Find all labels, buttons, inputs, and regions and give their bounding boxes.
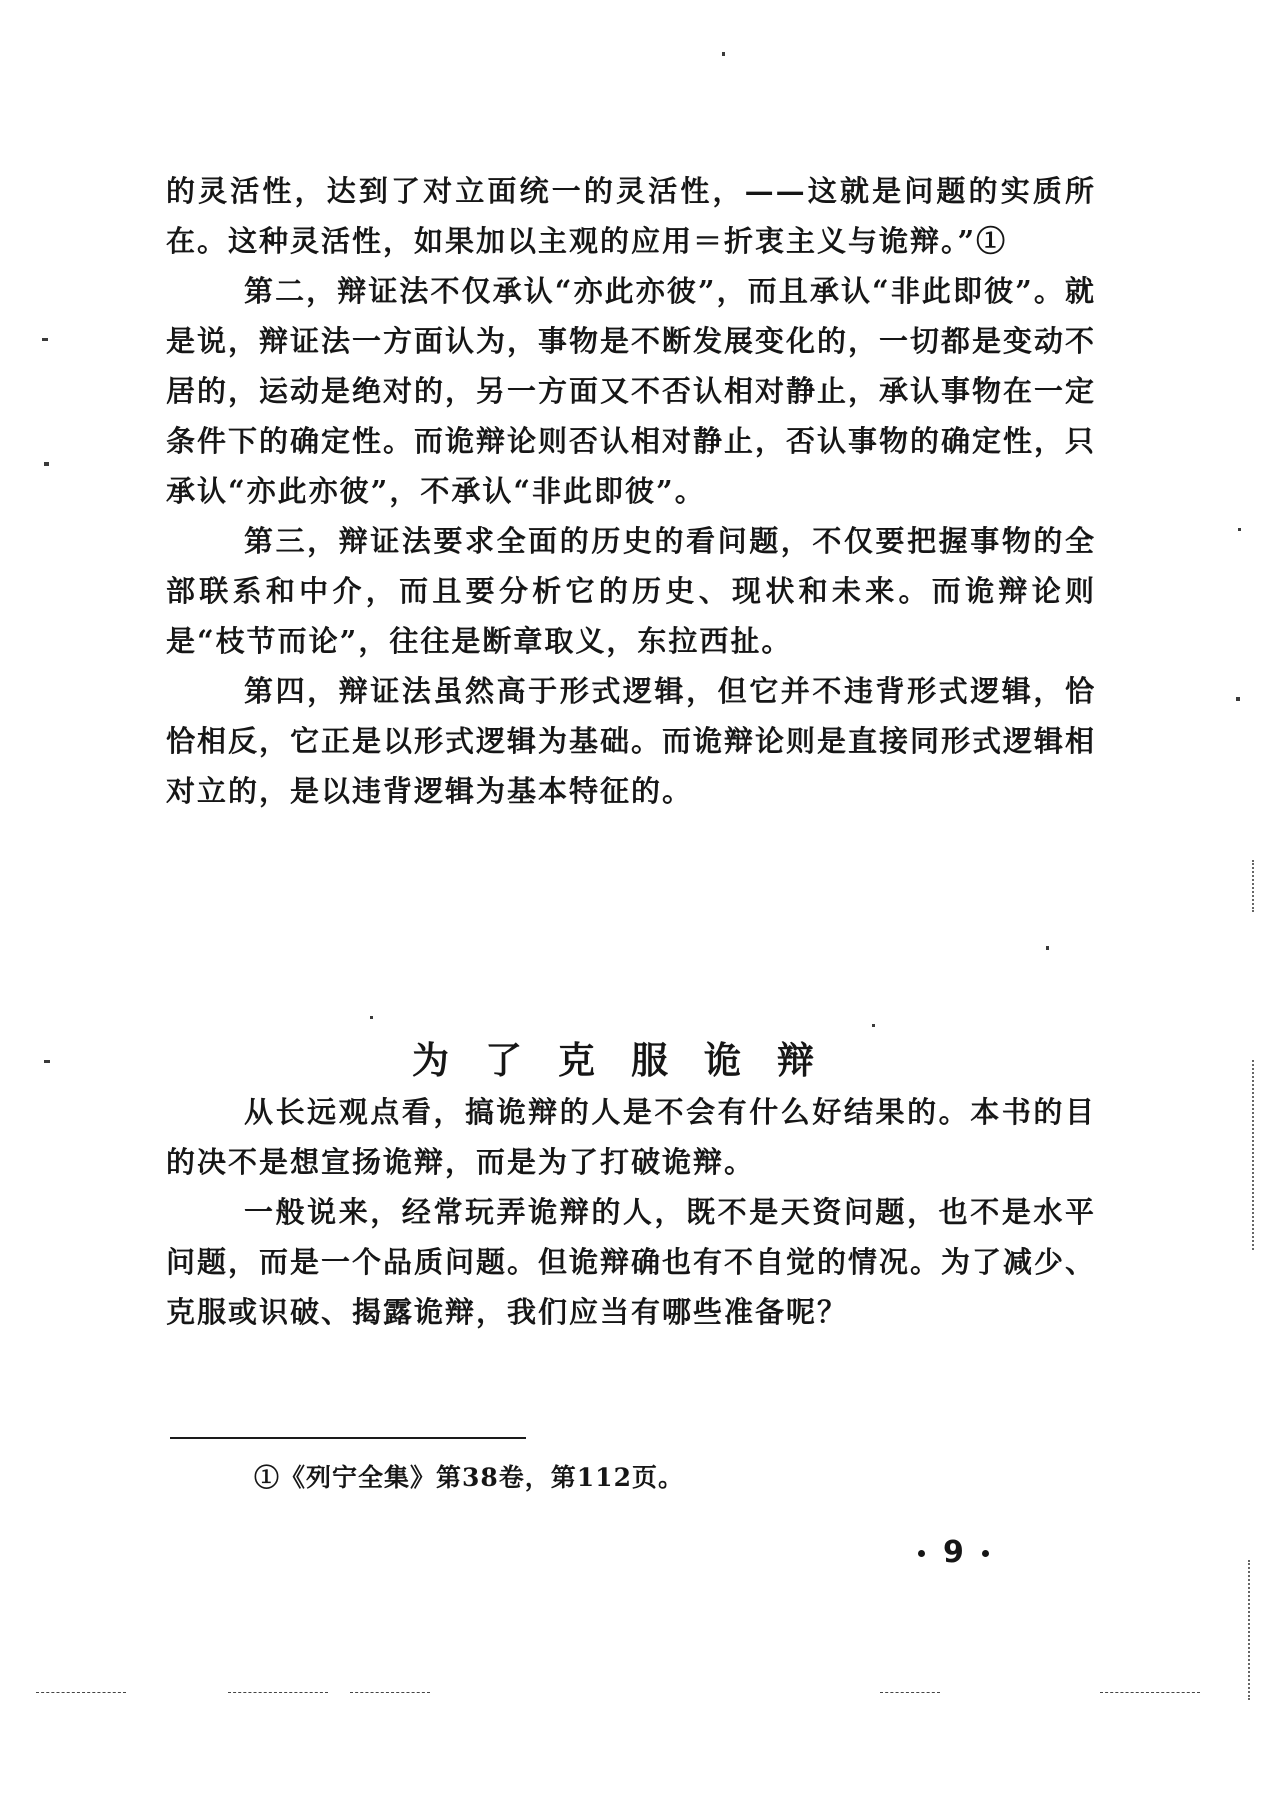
- scan-edge-mark: [1248, 1560, 1252, 1700]
- footnote-divider: [170, 1437, 526, 1439]
- page-number-dot-right: [982, 1550, 989, 1557]
- scan-bottom-line: [228, 1692, 328, 1693]
- scan-bottom-line: [350, 1692, 430, 1693]
- scan-speck: [42, 338, 48, 341]
- scan-edge-mark: [1252, 1060, 1256, 1250]
- page-number: [900, 1535, 1007, 1570]
- scan-edge-mark: [1252, 860, 1256, 912]
- scan-speck: [1238, 528, 1241, 531]
- paragraph-fourth-point: 第四，辩证法虽然高于形式逻辑，但它并不违背形式逻辑，恰恰相反，它正是以形式逻辑为基础。而诡辩论则是直接同形式逻辑相对立的，是以违背逻辑为基本特征的。: [166, 674, 1097, 808]
- scan-speck: [872, 1024, 875, 1027]
- paragraph-third-point: 第三，辩证法要求全面的历史的看问题，不仅要把握事物的全部联系和中介，而且要分析它的历史、现状和未来。而诡辩论则是“枝节而论”，往往是断章取义，东拉西扯。: [166, 524, 1096, 658]
- body-text: [166, 166, 1096, 816]
- scan-speck: [44, 1060, 50, 1063]
- page-number-value: 9: [943, 1535, 964, 1570]
- scan-bottom-line: [36, 1692, 126, 1693]
- paragraph-second-point: 第二，辩证法不仅承认“亦此亦彼”，而且承认“非此即彼”。就是说，辩证法一方面认为，事物是不断发展变化的，一切都是变动不居的，运动是绝对的，另一方面又不否认相对静止，承认事物在一定条件下的确定性。而诡辩论则否认相对静止，否认事物的确定性，只承认“亦此亦彼”，不承认“非此即彼”。: [166, 274, 1097, 508]
- paragraph-continuation: 的灵活性，达到了对立面统一的灵活性，——这就是问题的实质所在。这种灵活性，如果加以主观的应用＝折衷主义与诡辩。”①: [166, 174, 1096, 258]
- scan-speck: [44, 462, 49, 466]
- page-number-dot-left: [918, 1550, 925, 1557]
- scan-speck: [370, 1016, 373, 1019]
- scan-bottom-line: [880, 1692, 940, 1693]
- scan-speck: [722, 52, 725, 56]
- footnote: ①《列宁全集》第38卷，第112页。: [254, 1463, 684, 1492]
- section-body: [166, 1087, 1096, 1337]
- scan-speck: [1236, 697, 1240, 701]
- scan-speck: [1046, 946, 1049, 950]
- scan-bottom-line: [1100, 1692, 1200, 1693]
- paragraph-section-question: 一般说来，经常玩弄诡辩的人，既不是天资问题，也不是水平问题，而是一个品质问题。但诡辩确也有不自觉的情况。为了减少、克服或识破、揭露诡辩，我们应当有哪些准备呢？: [166, 1195, 1097, 1329]
- section-heading: 为了克服诡辩: [412, 1039, 850, 1082]
- paragraph-section-intro: 从长远观点看，搞诡辩的人是不会有什么好结果的。本书的目的决不是想宣扬诡辩，而是为了打破诡辩。: [166, 1095, 1096, 1179]
